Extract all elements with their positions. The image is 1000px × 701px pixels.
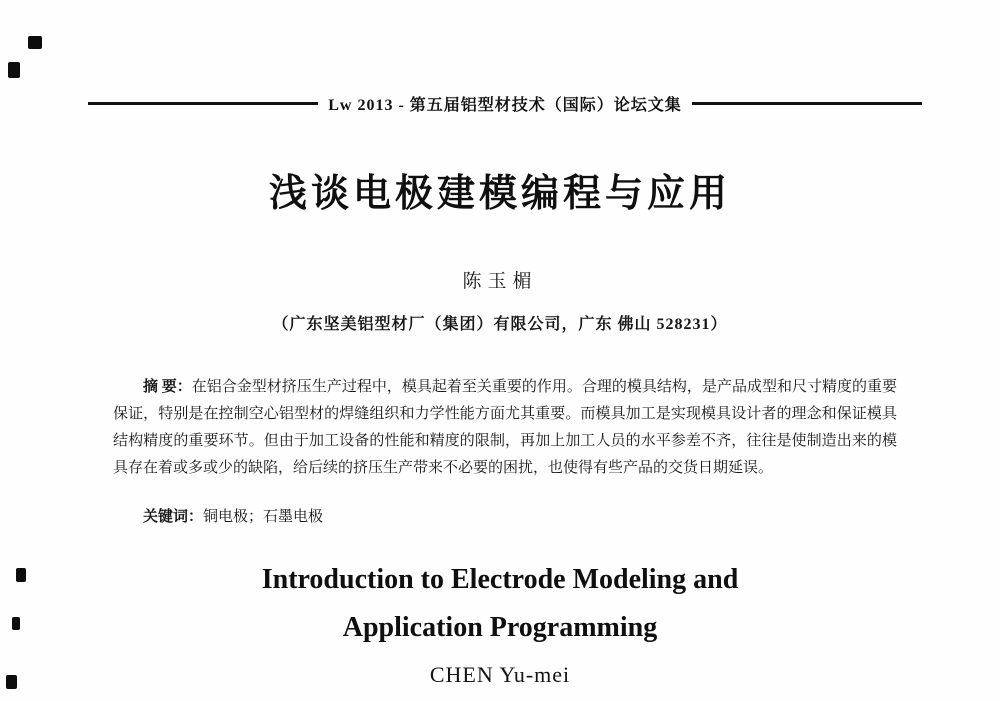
abstract-paragraph [113,374,897,482]
author-name: 陈玉楣 [462,271,538,292]
english-title [0,556,1000,652]
scan-artifact [28,36,42,49]
english-title-line1: Introduction to Electrode Modeling and [261,564,739,595]
author-affiliation: （广东坚美铝型材厂（集团）有限公司，广东 佛山 528231） [272,316,728,333]
paper-title: 浅谈电极建模编程与应用 [268,173,731,215]
abstract-label: 摘 要： [143,379,192,395]
english-title-line2: Application Programming [342,612,658,643]
journal-header-text: Lw 2013 - 第五届铝型材技术（国际）论坛文集 [328,97,682,114]
header-rule-right [692,102,922,105]
keywords-label: 关键词： [143,509,204,525]
english-author: CHEN Yu-mei [429,662,571,687]
keywords-line [113,504,897,531]
keywords-text: 铜电极；石墨电极 [203,509,324,525]
scan-artifact [8,62,20,78]
journal-header [88,92,922,115]
header-rule-left [88,102,318,105]
abstract-text: 在铝合金型材挤压生产过程中，模具起着至关重要的作用。合理的模具结构，是产品成型和尺寸精度的重要保证，特别是在控制空心铝型材的焊缝组织和力学性能方面尤其重要。而模具加工是实现模具设计者的理念和保证模具结构精度的重要环节。但由于加工设备的性能和精度的限制，再加上加工人员的水平参差不齐，往往是使制造出来的模具存在着或多或少的缺陷，给后续的挤压生产带来不必要的困扰，也使得有些产品的交货日期延误。 [113,379,897,476]
